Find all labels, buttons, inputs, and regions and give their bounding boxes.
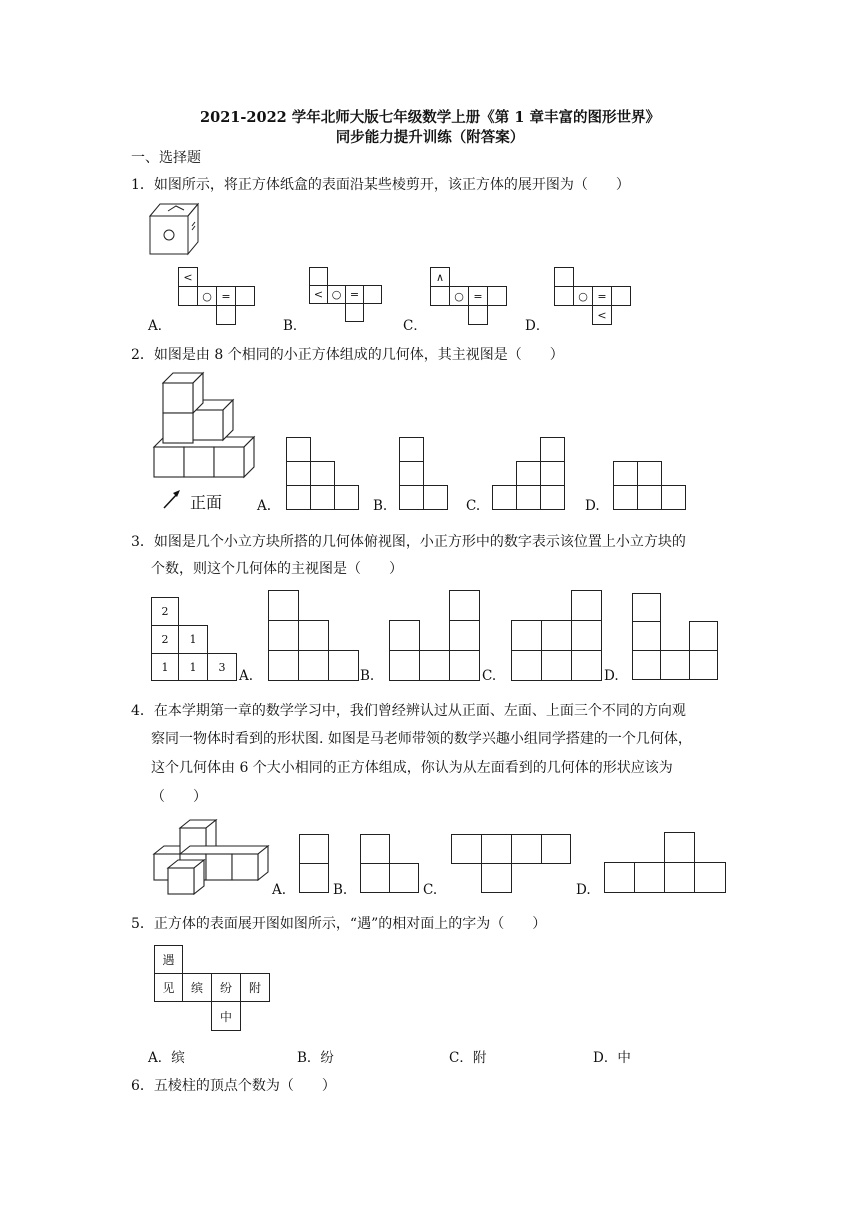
q2-a-cell — [334, 485, 359, 510]
q2-option-b-label[interactable]: B. — [373, 498, 388, 514]
q5-net-cell-bottom — [211, 1001, 241, 1031]
q3-option-b-label[interactable]: B. — [360, 668, 375, 684]
q2-c-cell — [492, 485, 517, 510]
q1-b-mark-circle: ○ — [331, 288, 342, 301]
q1-c-mark-circle: ○ — [454, 289, 464, 303]
q1-a-mark-lt: < — [183, 270, 193, 284]
q3-a-cell — [328, 650, 359, 681]
question-3-text-line1: 3．如图是几个小立方块所搭的几何体俯视图，小正方形中的数字表示该位置上小立方块的 — [131, 534, 686, 550]
q2-a-cell — [286, 461, 311, 486]
q3-option-c-label[interactable]: C. — [482, 668, 497, 684]
q2-d-cell — [613, 461, 638, 486]
q2-option-d-label[interactable]: D. — [585, 498, 600, 514]
q5-char: 缤 — [190, 981, 203, 995]
q3-d-cell — [689, 650, 718, 680]
q1-option-c-label[interactable]: C． — [403, 318, 427, 334]
q3-c-cell — [541, 620, 572, 651]
q2-c-cell — [540, 485, 565, 510]
question-4-text-line4: （ ） — [151, 789, 207, 805]
question-2-text: 2．如图是由 8 个相同的小正方体组成的几何体，其主视图是（ ） — [131, 347, 564, 363]
doc-title-line2: 同步能力提升训练（附答案） — [335, 129, 525, 146]
q1-b-mark-eq: = — [349, 288, 360, 301]
q3-d-cell — [632, 593, 661, 622]
q3-d-cell — [660, 650, 690, 680]
question-5-text: 5．正方体的表面展开图如图所示，“遇”的相对面上的字为（ ） — [131, 916, 547, 932]
q4-option-a-label[interactable]: A. — [272, 882, 287, 898]
q4-solid-figure — [150, 818, 275, 898]
q3-grid-number: 1 — [189, 660, 197, 674]
q1-c-cell — [468, 286, 488, 306]
q3-b-cell — [419, 650, 450, 681]
q4-c-cell — [481, 863, 512, 893]
q3-b-cell — [389, 620, 420, 651]
q1-a-cell — [178, 267, 198, 287]
q1-b-mark-lt: < — [313, 288, 324, 301]
q1-c-cell — [449, 286, 469, 306]
q3-b-cell — [389, 650, 420, 681]
q2-c-cell — [516, 485, 541, 510]
q5-option-c[interactable]: C．附 — [449, 1050, 487, 1066]
front-arrow-icon — [160, 488, 184, 512]
q2-option-c-label[interactable]: C. — [466, 498, 481, 514]
q3-grid-number: 2 — [161, 605, 169, 618]
q3-d-cell — [689, 621, 718, 651]
q1-option-b-label[interactable]: B． — [283, 318, 307, 334]
q5-net-cell — [154, 973, 183, 1002]
q5-char: 附 — [248, 981, 261, 995]
q1-d-cell — [592, 286, 612, 306]
q3-grid-number: 3 — [218, 660, 226, 674]
q1-d-mark-circle: ○ — [578, 289, 588, 303]
q1-a-cell — [197, 286, 217, 306]
q5-net-cell — [240, 973, 270, 1002]
q2-d-cell — [637, 485, 662, 510]
q1-a-cell — [216, 286, 236, 306]
question-1-text: 1．如图所示，将正方体纸盒的表面沿某些棱剪开，该正方体的展开图为（ ） — [131, 177, 630, 193]
q4-c-cell — [541, 834, 571, 864]
q1-a-cell — [216, 305, 236, 325]
q1-d-cell — [554, 286, 574, 306]
q1-c-cell — [430, 286, 450, 306]
q3-a-cell — [268, 590, 299, 621]
q3-d-cell — [632, 621, 661, 651]
q2-c-cell — [516, 461, 541, 486]
q4-c-cell — [511, 834, 542, 864]
q1-d-cell — [611, 286, 631, 306]
q2-b-cell — [399, 485, 424, 510]
q4-d-cell — [664, 832, 695, 863]
q1-c-cell — [487, 286, 507, 306]
q5-net-cell-top — [154, 945, 183, 974]
q2-a-cell — [310, 461, 335, 486]
q4-a-cell — [299, 834, 329, 864]
q3-option-d-label[interactable]: D. — [604, 668, 619, 684]
q1-c-mark-eq: = — [473, 289, 483, 303]
q1-b-cell — [345, 303, 364, 322]
q1-c-cell — [430, 267, 450, 287]
q4-c-cell — [451, 834, 482, 864]
q2-b-cell — [399, 461, 424, 486]
q1-b-cell — [309, 267, 328, 286]
section-heading: 一、选择题 — [131, 150, 201, 166]
q3-c-cell — [511, 620, 542, 651]
q5-net-cell — [182, 973, 212, 1002]
q1-a-cell — [235, 286, 255, 306]
q3-a-cell — [298, 650, 329, 681]
q3-grid-number: 2 — [161, 633, 169, 646]
q2-d-cell — [613, 485, 638, 510]
q3-grid-cell — [151, 625, 179, 654]
q3-c-cell — [511, 650, 542, 681]
q4-b-cell — [360, 834, 390, 864]
q1-d-mark-eq: = — [597, 289, 607, 303]
q4-c-cell — [481, 834, 512, 864]
q2-option-a-label[interactable]: A. — [257, 498, 272, 514]
q3-b-cell — [449, 620, 480, 651]
q4-d-cell — [694, 862, 726, 893]
q1-b-cell — [345, 285, 364, 304]
q3-grid-cell — [151, 653, 179, 681]
q1-d-cell — [592, 305, 612, 325]
q2-c-cell — [540, 461, 565, 486]
q4-d-cell — [634, 862, 665, 893]
q3-option-a-label[interactable]: A. — [239, 668, 254, 684]
q1-b-cell — [327, 285, 346, 304]
q1-c-cell — [468, 305, 488, 325]
q1-c-mark-up: ∧ — [435, 270, 445, 284]
q1-option-a-label[interactable]: A． — [148, 318, 172, 334]
q3-grid-cell — [178, 653, 208, 681]
q2-d-cell — [661, 485, 686, 510]
q3-b-cell — [449, 590, 480, 621]
q2-a-cell — [310, 485, 335, 510]
q4-b-cell — [360, 863, 390, 893]
q2-a-cell — [286, 485, 311, 510]
q4-d-cell — [664, 862, 695, 893]
q4-d-cell — [604, 862, 635, 893]
question-4-text-line1: 4．在本学期第一章的数学学习中，我们曾经辨认过从正面、左面、上面三个不同的方向观 — [131, 703, 686, 719]
q5-net-cell — [211, 973, 241, 1002]
q2-d-cell — [637, 461, 662, 486]
q5-char: 纷 — [219, 981, 232, 995]
q3-c-cell — [541, 650, 572, 681]
q1-a-mark-circle: ○ — [202, 289, 212, 303]
q3-c-cell — [571, 590, 602, 621]
front-label: 正面 — [190, 493, 223, 512]
q5-option-d[interactable]: D．中 — [593, 1050, 631, 1066]
q4-b-cell — [389, 863, 419, 893]
q5-option-b[interactable]: B．纷 — [297, 1050, 334, 1066]
q5-char: 中 — [219, 1009, 232, 1024]
q5-option-a[interactable]: A．缤 — [148, 1050, 185, 1066]
q2-c-cell — [540, 437, 565, 462]
q3-grid-cell — [178, 625, 208, 654]
q3-c-cell — [571, 650, 602, 681]
q3-a-cell — [268, 650, 299, 681]
q1-d-cell — [554, 267, 574, 287]
q3-c-cell — [571, 620, 602, 651]
q1-d-cell — [573, 286, 593, 306]
q3-grid-cell — [151, 597, 179, 626]
q1-option-d-label[interactable]: D． — [525, 318, 550, 334]
q3-a-cell — [268, 620, 299, 651]
q3-grid-cell — [207, 653, 237, 681]
question-6-text: 6．五棱柱的顶点个数为（ ） — [131, 1078, 336, 1094]
q5-char: 见 — [162, 981, 175, 995]
question-3-text-line2: 个数，则这个几何体的主视图是（ ） — [151, 561, 403, 577]
q4-a-cell — [299, 863, 329, 893]
q2-a-cell — [286, 437, 311, 462]
q1-cube-figure — [146, 200, 206, 260]
q1-d-mark-lt: < — [597, 308, 607, 322]
q5-char: 遇 — [162, 953, 175, 967]
q2-b-cell — [399, 437, 424, 462]
q1-b-cell — [309, 285, 328, 304]
q3-grid-number: 1 — [161, 660, 169, 674]
q1-a-cell — [178, 286, 198, 306]
q1-b-cell — [363, 285, 382, 304]
q3-b-cell — [449, 650, 480, 681]
q2-b-cell — [423, 485, 448, 510]
q3-d-cell — [632, 650, 661, 680]
q4-option-b-label[interactable]: B. — [333, 882, 348, 898]
question-4-text-line3: 这个几何体由 6 个大小相同的正方体组成，你认为从左面看到的几何体的形状应该为 — [151, 760, 673, 776]
q4-option-c-label[interactable]: C. — [423, 882, 438, 898]
q2-solid-figure — [152, 374, 262, 484]
q3-grid-number: 1 — [189, 633, 197, 646]
doc-title-line1: 2021-2022 学年北师大版七年级数学上册《第 1 章丰富的图形世界》 — [200, 109, 660, 126]
q1-a-mark-eq: = — [221, 289, 231, 303]
q3-a-cell — [298, 620, 329, 651]
q4-option-d-label[interactable]: D. — [576, 882, 591, 898]
question-4-text-line2: 察同一物体时看到的形状图. 如图是马老师带领的数学兴趣小组同学搭建的一个几何体， — [151, 731, 692, 747]
